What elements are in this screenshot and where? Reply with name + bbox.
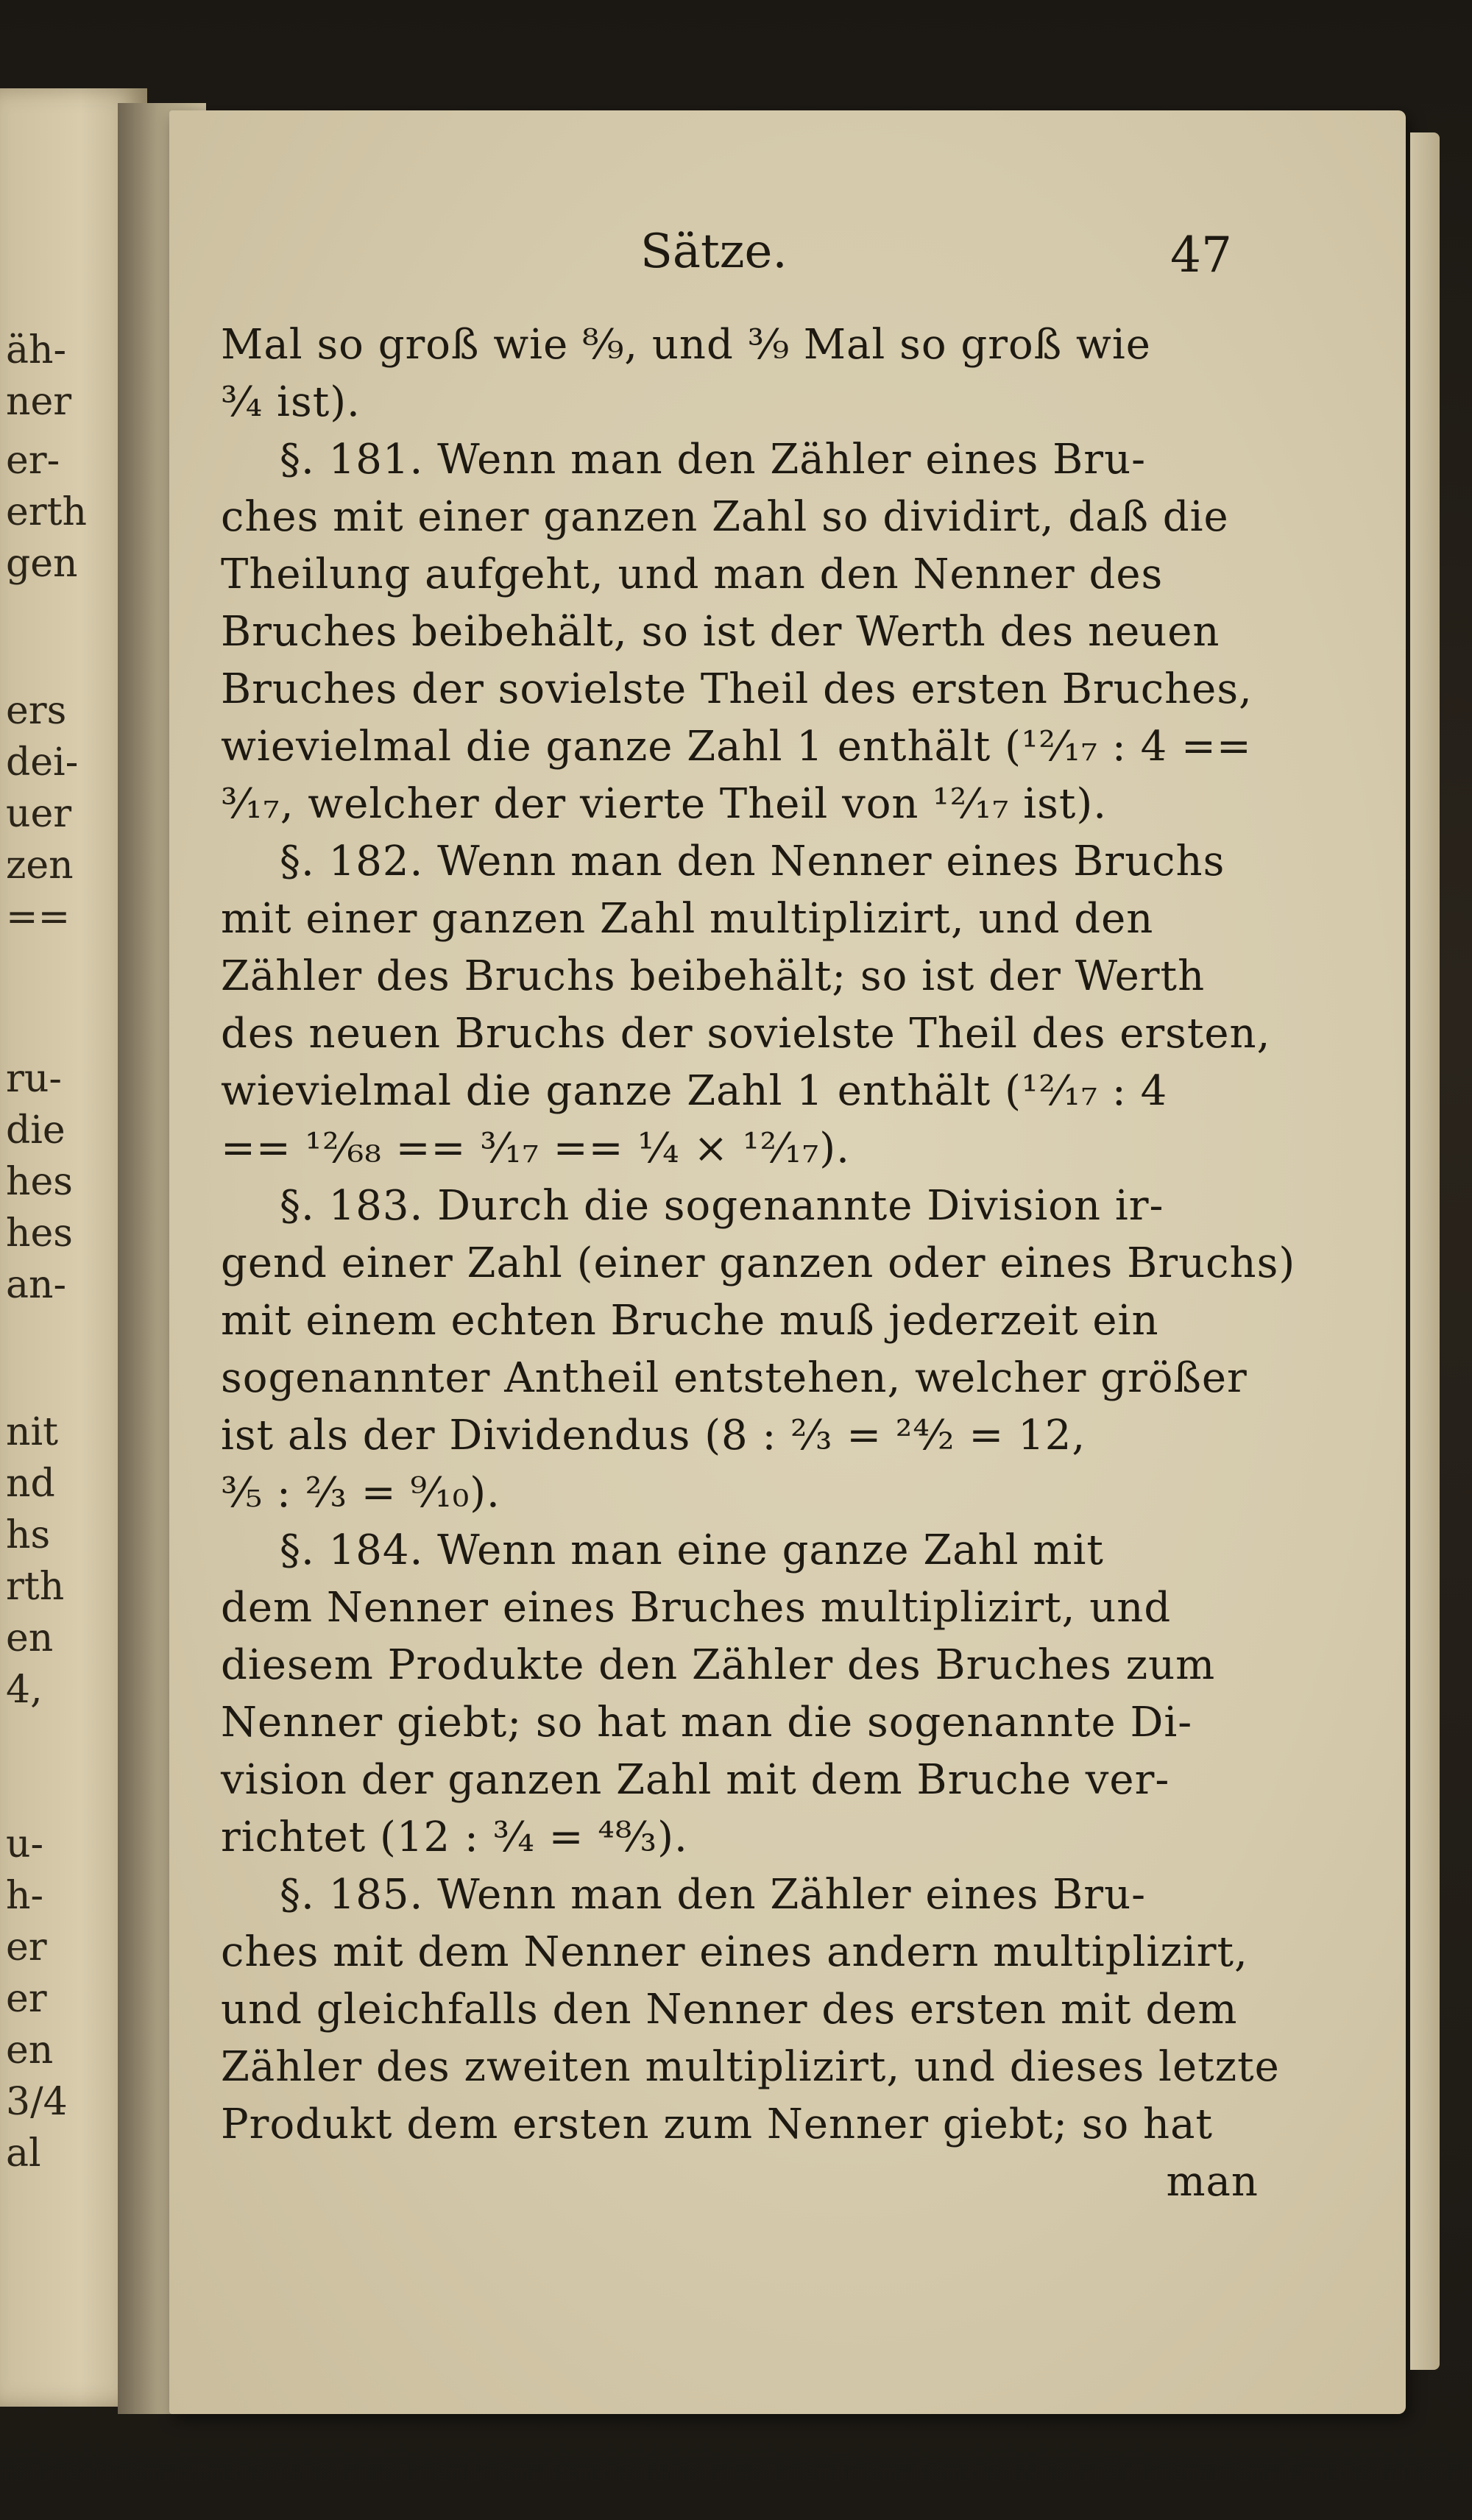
paragraph-184-start: §. 184. Wenn man eine ganze Zahl mit (280, 1526, 1104, 1574)
text-line: sogenannter Antheil entstehen, welcher größer (221, 1354, 1248, 1402)
text-line: wievielmal die ganze Zahl 1 enthält (¹²⁄₁₇ : 4 == (221, 723, 1252, 771)
left-fragment: al (6, 2131, 41, 2176)
text-line: Mal so groß wie ⁸⁄₉, und ³⁄₉ Mal so groß wie (221, 321, 1151, 369)
text-line: mit einem echten Bruche muß jederzeit ein (221, 1297, 1159, 1345)
text-line: Zähler des zweiten multiplizirt, und dieses letzte (221, 2043, 1280, 2091)
text-line: ³⁄₄ ist). (221, 378, 361, 426)
left-fragment: ers (6, 689, 67, 733)
text-line: Zähler des Bruchs beibehält; so ist der Werth (221, 952, 1206, 1000)
text-line: ³⁄₁₇, welcher der vierte Theil von ¹²⁄₁₇ ist). (221, 780, 1108, 828)
page-body (221, 316, 1296, 2211)
left-fragment: nd (6, 1462, 55, 1506)
left-fragment: en (6, 1616, 54, 1660)
text-line: Theilung aufgeht, und man den Nenner des (221, 551, 1164, 598)
text-line: Nenner giebt; so hat man die sogenannte Di- (221, 1699, 1193, 1746)
left-fragment: hes (6, 1211, 73, 1256)
paragraph-181-start: §. 181. Wenn man den Zähler eines Bru- (280, 436, 1147, 484)
left-fragment: ru- (6, 1057, 62, 1101)
left-fragment: er- (6, 439, 60, 483)
left-fragment: hes (6, 1160, 73, 1204)
text-line: wievielmal die ganze Zahl 1 enthält (¹²⁄₁₇ : 4 (221, 1067, 1168, 1115)
paragraph-183-start: §. 183. Durch die sogenannte Division ir- (280, 1182, 1164, 1230)
left-fragment: 4, (6, 1668, 43, 1712)
left-fragment: gen (6, 542, 78, 586)
text-line: ist als der Dividendus (8 : ²⁄₃ = ²⁴⁄₂ = 12, (221, 1412, 1086, 1459)
catchword: man (1166, 2158, 1259, 2206)
text-line: richtet (12 : ³⁄₄ = ⁴⁸⁄₃). (221, 1813, 688, 1861)
left-fragment: er (6, 1925, 47, 1969)
text-line: Bruches beibehält, so ist der Werth des neuen (221, 608, 1220, 656)
left-fragment: hs (6, 1513, 51, 1557)
left-fragment: 3/4 (6, 2080, 68, 2124)
left-fragment: en (6, 2028, 54, 2073)
text-line: Bruches der sovielste Theil des ersten Bruches, (221, 665, 1253, 713)
paragraph-185-start: §. 185. Wenn man den Zähler eines Bru- (280, 1871, 1147, 1919)
running-head: Sätze. (640, 224, 788, 279)
left-fragment: nit (6, 1410, 59, 1454)
text-line: == ¹²⁄₆₈ == ³⁄₁₇ == ¹⁄₄ × ¹²⁄₁₇). (221, 1125, 850, 1172)
left-fragment: erth (6, 490, 88, 534)
left-fragment: uer (6, 792, 72, 836)
left-fragment: äh- (6, 328, 67, 372)
left-fragment: h- (6, 1874, 44, 1918)
text-line: mit einer ganzen Zahl multiplizirt, und den (221, 895, 1154, 943)
left-fragment: dei- (6, 740, 79, 785)
text-line: diesem Produkte den Zähler des Bruches zum (221, 1641, 1216, 1689)
text-line: und gleichfalls den Nenner des ersten mit dem (221, 1986, 1238, 2034)
text-line: vision der ganzen Zahl mit dem Bruche ver- (221, 1756, 1170, 1804)
paragraph-182-start: §. 182. Wenn man den Nenner eines Bruchs (280, 838, 1225, 885)
left-fragment: ner (6, 380, 72, 424)
page-fore-edge (1410, 132, 1440, 2370)
text-line: des neuen Bruchs der sovielste Theil des ersten, (221, 1010, 1271, 1058)
left-fragment: zen (6, 843, 74, 888)
left-fragment: rth (6, 1565, 65, 1609)
left-fragment: er (6, 1977, 47, 2021)
text-line: ches mit einer ganzen Zahl so dividirt, daß die (221, 493, 1229, 541)
page-number: 47 (1170, 227, 1232, 283)
left-fragment: an- (6, 1263, 67, 1307)
text-line: gend einer Zahl (einer ganzen oder eines Bruchs) (221, 1239, 1296, 1287)
text-line: ches mit dem Nenner eines andern multiplizirt, (221, 1928, 1248, 1976)
text-line: ³⁄₅ : ²⁄₃ = ⁹⁄₁₀). (221, 1469, 500, 1517)
text-line: Produkt dem ersten zum Nenner giebt; so hat (221, 2100, 1213, 2148)
left-fragment: u- (6, 1822, 44, 1866)
left-fragment: == (6, 895, 71, 939)
text-line: dem Nenner eines Bruches multiplizirt, und (221, 1584, 1172, 1632)
left-fragment: die (6, 1108, 66, 1153)
